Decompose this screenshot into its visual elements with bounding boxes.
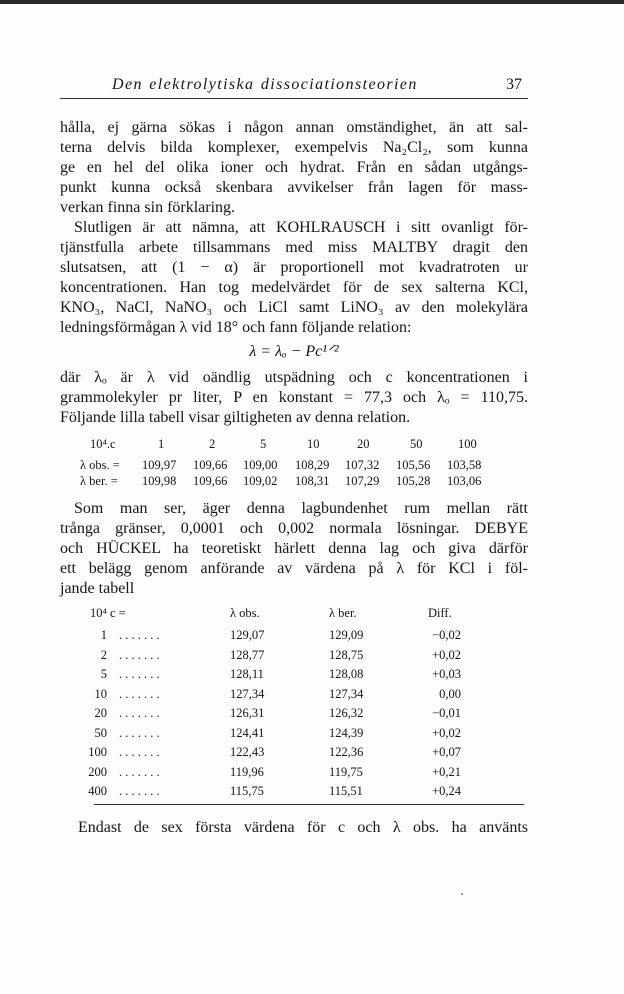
leader-dots: . . . . . . .	[119, 647, 160, 662]
leader-dots: . . . . . . .	[119, 784, 160, 798]
text-line: ledningsförmågan λ vid 18° och fann följande relation:	[60, 319, 412, 336]
c-value: 20	[94, 706, 107, 720]
text-line: terna delvis bilda komplexer, exempelvis Na₂Cl₂, som kunna	[60, 139, 528, 156]
ber-value: 129,09	[329, 628, 364, 642]
ber-value: 127,34	[329, 686, 364, 701]
leader-dots: . . . . . . .	[119, 706, 160, 720]
table1-cell: 103,58	[447, 458, 482, 472]
diff-value: −0,01	[432, 706, 461, 720]
text-line: trånga gränser, 0,0001 och 0,002 normala lösningar. DEBYE	[60, 520, 528, 537]
text-line: jande tabell	[60, 580, 135, 597]
leader-dots: . . . . . . .	[119, 764, 160, 779]
diff-value: −0,02	[432, 628, 461, 642]
obs-value: 119,96	[230, 764, 264, 779]
table1-column-header: 50	[410, 437, 423, 451]
table1-cell: 107,29	[345, 474, 380, 488]
table2-header-c: 10⁴ c =	[90, 606, 126, 620]
table1-header-label: 10⁴.c	[90, 437, 116, 451]
table1-row-label: λ obs. =	[80, 458, 120, 472]
text-line: koncentrationen. Han tog medelvärdet för de sex salterna KCl,	[60, 279, 528, 296]
text-line: ett belägg genom anförande av värdena på λ för KCl i föl-	[60, 560, 528, 577]
text-line: Följande lilla tabell visar giltigheten av denna relation.	[60, 409, 411, 426]
diff-value: +0,21	[432, 764, 461, 779]
equation: λ = λₒ − Pc¹ᐟ²	[249, 343, 339, 360]
c-value: 100	[88, 745, 107, 759]
leader-dots: . . . . . . .	[119, 745, 160, 759]
c-value: 200	[88, 764, 107, 779]
table1-cell: 109,00	[243, 458, 278, 472]
obs-value: 124,41	[230, 725, 265, 740]
table1-cell: 109,66	[193, 458, 228, 472]
print-speck	[461, 893, 463, 895]
text-line: tjänstfulla arbete tillsammans med miss MALTBY dragit den	[60, 239, 528, 256]
table1-column-header: 10	[307, 437, 320, 451]
obs-value: 122,43	[230, 745, 265, 759]
diff-value: +0,24	[432, 784, 461, 798]
text-line: verkan finna sin förklaring.	[60, 199, 236, 216]
obs-value: 115,75	[230, 784, 264, 798]
c-value: 1	[100, 628, 107, 642]
table1-cell: 109,98	[142, 474, 177, 488]
top-rule	[0, 0, 624, 4]
table1-cell: 109,97	[142, 458, 177, 472]
text-line: slutsatsen, att (1 − α) är proportionell mot kvadratroten ur	[60, 259, 528, 276]
table2-header-diff: Diff.	[428, 606, 452, 620]
diff-value: +0,02	[432, 725, 461, 740]
text-line: Som man ser, äger denna lagbundenhet rum mellan rätt	[74, 500, 528, 517]
table1-cell: 108,29	[295, 458, 330, 472]
table1-column-header: 20	[357, 437, 370, 451]
obs-value: 128,11	[230, 667, 264, 681]
text-line: KNO₃, NaCl, NaNO₃ och LiCl samt LiNO₃ av den molekylära	[60, 299, 528, 316]
table1-column-header: 2	[209, 437, 216, 451]
table1-column-header: 100	[458, 437, 477, 451]
leader-dots: . . . . . . .	[119, 667, 160, 681]
table1-column-header: 5	[260, 437, 267, 451]
text-line: grammolekyler pr liter, P en konstant = 77,3 och λₒ = 110,75.	[60, 389, 528, 406]
ber-value: 128,08	[329, 667, 364, 681]
page-number: 37	[506, 76, 522, 93]
ber-value: 124,39	[329, 725, 364, 740]
ber-value: 119,75	[329, 764, 363, 779]
ber-value: 126,32	[329, 706, 364, 720]
ber-value: 128,75	[329, 647, 364, 662]
text-line: och HÜCKEL ha teoretiskt härlett denna lag och giva därför	[60, 540, 528, 557]
text-line: ge en hel del olika ioner och hydrat. Från en sådan utgångs-	[60, 159, 528, 176]
table1-cell: 103,06	[447, 474, 482, 488]
text-line: Endast de sex första värdena för c och λ obs. ha använts	[78, 819, 528, 836]
table1-cell: 105,28	[396, 474, 431, 488]
table1-cell: 105,56	[396, 458, 431, 472]
c-value: 50	[94, 725, 107, 740]
table2-header-ber: λ ber.	[329, 606, 357, 620]
text-line: där λₒ är λ vid oändlig utspädning och c koncentrationen i	[60, 369, 528, 386]
c-value: 2	[100, 647, 107, 662]
diff-value: +0,03	[432, 667, 461, 681]
c-value: 10	[94, 686, 107, 701]
diff-value: +0,07	[432, 745, 461, 759]
diff-value: +0,02	[432, 647, 461, 662]
ber-value: 122,36	[329, 745, 364, 759]
obs-value: 128,77	[230, 647, 265, 662]
obs-value: 129,07	[230, 628, 265, 642]
c-value: 5	[100, 667, 107, 681]
c-value: 400	[88, 784, 107, 798]
text-line: punkt kunna också skenbara avvikelser från lagen för mass-	[60, 179, 528, 196]
running-header	[60, 76, 528, 99]
leader-dots: . . . . . . .	[119, 725, 160, 740]
obs-value: 126,31	[230, 706, 265, 720]
leader-dots: . . . . . . .	[119, 628, 160, 642]
table1-cell: 109,66	[193, 474, 228, 488]
table2-header-obs: λ obs.	[230, 606, 260, 620]
obs-value: 127,34	[230, 686, 265, 701]
text-line: hålla, ej gärna sökas i någon annan omständighet, än att sal-	[60, 119, 528, 136]
text-line: Slutligen är att nämna, att KOHLRAUSCH i sitt ovanligt för-	[74, 219, 528, 236]
leader-dots: . . . . . . .	[119, 686, 160, 701]
table1-cell: 108,31	[295, 474, 330, 488]
ber-value: 115,51	[329, 784, 363, 798]
table1-cell: 107,32	[345, 458, 380, 472]
table1-row-label: λ ber. =	[80, 474, 118, 488]
table1-cell: 109,02	[243, 474, 278, 488]
diff-value: 0,00	[439, 686, 461, 701]
table-bottom-rule	[94, 804, 524, 805]
running-title: Den elektrolytiska dissociationsteorien	[112, 76, 418, 93]
table1-column-header: 1	[158, 437, 165, 451]
